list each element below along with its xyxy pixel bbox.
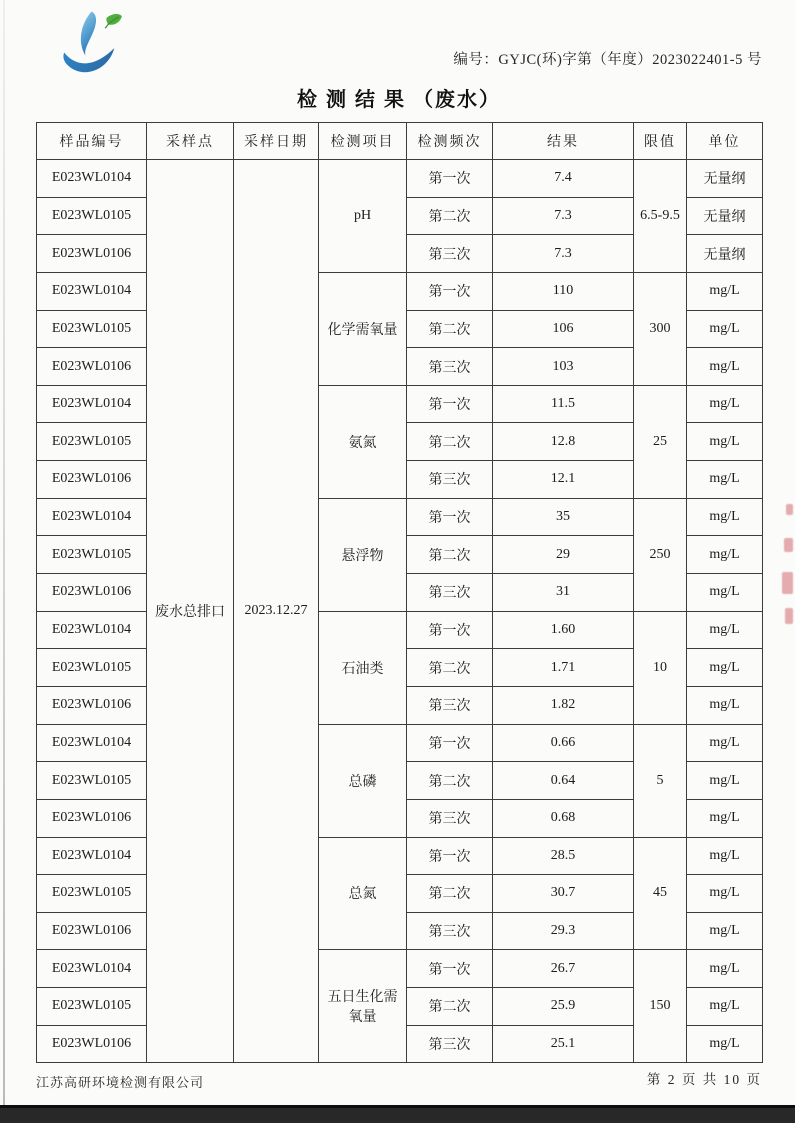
limit-cell: 45	[634, 837, 687, 950]
col-header-limit: 限值	[634, 123, 687, 160]
col-header-date: 采样日期	[234, 123, 319, 160]
result-cell: 103	[493, 348, 634, 386]
result-cell: 25.1	[493, 1025, 634, 1063]
frequency-cell: 第二次	[407, 762, 493, 800]
logo-petal	[81, 12, 96, 56]
sample-id-cell: E023WL0104	[37, 724, 147, 762]
unit-cell: mg/L	[687, 348, 763, 386]
result-cell: 12.1	[493, 461, 634, 499]
sample-id-cell: E023WL0105	[37, 536, 147, 574]
unit-cell: mg/L	[687, 799, 763, 837]
sample-id-cell: E023WL0105	[37, 875, 147, 913]
result-cell: 7.4	[493, 160, 634, 198]
unit-cell: mg/L	[687, 875, 763, 913]
unit-cell: mg/L	[687, 724, 763, 762]
sample-id-cell: E023WL0106	[37, 1025, 147, 1063]
frequency-cell: 第三次	[407, 912, 493, 950]
limit-cell: 10	[634, 611, 687, 724]
result-cell: 7.3	[493, 235, 634, 273]
frequency-cell: 第二次	[407, 310, 493, 348]
results-table-body	[37, 160, 763, 1063]
result-cell: 11.5	[493, 385, 634, 423]
limit-cell: 250	[634, 498, 687, 611]
frequency-cell: 第三次	[407, 574, 493, 612]
unit-cell: mg/L	[687, 762, 763, 800]
frequency-cell: 第二次	[407, 536, 493, 574]
frequency-cell: 第一次	[407, 498, 493, 536]
header-row	[37, 123, 763, 160]
col-header-result: 结果	[493, 123, 634, 160]
result-cell: 30.7	[493, 875, 634, 913]
result-cell: 29	[493, 536, 634, 574]
result-cell: 12.8	[493, 423, 634, 461]
red-stamp-edge-marks	[777, 498, 795, 648]
result-cell: 28.5	[493, 837, 634, 875]
test-item-cell: 石油类	[319, 611, 407, 724]
footer-page-number: 第 2 页 共 10 页	[646, 1072, 762, 1087]
frequency-cell: 第一次	[407, 724, 493, 762]
unit-cell: mg/L	[687, 498, 763, 536]
sample-id-cell: E023WL0104	[37, 160, 147, 198]
test-item-cell: 五日生化需氧量	[319, 950, 407, 1063]
unit-cell: mg/L	[687, 1025, 763, 1063]
test-item-cell: 化学需氧量	[319, 272, 407, 385]
unit-cell: mg/L	[687, 310, 763, 348]
unit-cell: mg/L	[687, 837, 763, 875]
sampling-point-cell: 废水总排口	[147, 160, 234, 1063]
document-number: 编号：GYJC(环)字第（年度）2023022401-5 号	[453, 52, 762, 68]
frequency-cell: 第三次	[407, 235, 493, 273]
frequency-cell: 第三次	[407, 1025, 493, 1063]
limit-cell: 300	[634, 272, 687, 385]
unit-cell: mg/L	[687, 574, 763, 612]
frequency-cell: 第二次	[407, 649, 493, 687]
sample-id-cell: E023WL0106	[37, 799, 147, 837]
result-cell: 1.71	[493, 649, 634, 687]
frequency-cell: 第二次	[407, 875, 493, 913]
company-logo-icon	[52, 8, 128, 88]
results-table-header	[37, 123, 763, 160]
sample-id-cell: E023WL0104	[37, 272, 147, 310]
col-header-sample-id: 样品编号	[37, 123, 147, 160]
table-row	[37, 837, 763, 875]
results-table	[36, 122, 763, 1063]
frequency-cell: 第二次	[407, 197, 493, 235]
frequency-cell: 第一次	[407, 611, 493, 649]
limit-cell: 6.5-9.5	[634, 160, 687, 273]
table-row	[37, 498, 763, 536]
unit-cell: mg/L	[687, 536, 763, 574]
sample-id-cell: E023WL0106	[37, 235, 147, 273]
col-header-item: 检测项目	[319, 123, 407, 160]
test-item-cell: 悬浮物	[319, 498, 407, 611]
unit-cell: mg/L	[687, 423, 763, 461]
sample-id-cell: E023WL0105	[37, 310, 147, 348]
sample-id-cell: E023WL0106	[37, 461, 147, 499]
result-cell: 26.7	[493, 950, 634, 988]
result-cell: 25.9	[493, 988, 634, 1026]
frequency-cell: 第一次	[407, 160, 493, 198]
table-row	[37, 272, 763, 310]
result-cell: 7.3	[493, 197, 634, 235]
unit-cell: mg/L	[687, 611, 763, 649]
unit-cell: mg/L	[687, 950, 763, 988]
sample-id-cell: E023WL0106	[37, 686, 147, 724]
unit-cell: mg/L	[687, 686, 763, 724]
table-row	[37, 160, 763, 198]
sample-id-cell: E023WL0104	[37, 611, 147, 649]
table-row	[37, 611, 763, 649]
frequency-cell: 第三次	[407, 799, 493, 837]
col-header-frequency: 检测频次	[407, 123, 493, 160]
test-item-cell: 总磷	[319, 724, 407, 837]
unit-cell: 无量纲	[687, 197, 763, 235]
result-cell: 31	[493, 574, 634, 612]
scan-bottom-band	[0, 1105, 795, 1123]
result-cell: 35	[493, 498, 634, 536]
unit-cell: 无量纲	[687, 160, 763, 198]
col-header-unit: 单位	[687, 123, 763, 160]
limit-cell: 150	[634, 950, 687, 1063]
limit-cell: 5	[634, 724, 687, 837]
unit-cell: mg/L	[687, 649, 763, 687]
result-cell: 0.68	[493, 799, 634, 837]
unit-cell: mg/L	[687, 461, 763, 499]
test-item-cell: pH	[319, 160, 407, 273]
result-cell: 0.64	[493, 762, 634, 800]
result-cell: 106	[493, 310, 634, 348]
page-title: 检 测 结 果 （废水）	[297, 89, 501, 111]
result-cell: 1.60	[493, 611, 634, 649]
frequency-cell: 第一次	[407, 385, 493, 423]
frequency-cell: 第三次	[407, 348, 493, 386]
sample-id-cell: E023WL0104	[37, 385, 147, 423]
limit-cell: 25	[634, 385, 687, 498]
sample-id-cell: E023WL0105	[37, 197, 147, 235]
frequency-cell: 第三次	[407, 686, 493, 724]
result-cell: 29.3	[493, 912, 634, 950]
frequency-cell: 第一次	[407, 272, 493, 310]
unit-cell: mg/L	[687, 912, 763, 950]
test-item-cell: 氨氮	[319, 385, 407, 498]
sample-id-cell: E023WL0106	[37, 574, 147, 612]
sample-id-cell: E023WL0106	[37, 912, 147, 950]
sample-id-cell: E023WL0105	[37, 423, 147, 461]
sampling-date-cell: 2023.12.27	[234, 160, 319, 1063]
unit-cell: mg/L	[687, 988, 763, 1026]
table-row	[37, 724, 763, 762]
sample-id-cell: E023WL0105	[37, 762, 147, 800]
sample-id-cell: E023WL0105	[37, 649, 147, 687]
logo-swoosh	[63, 48, 114, 72]
result-cell: 110	[493, 272, 634, 310]
col-header-site: 采样点	[147, 123, 234, 160]
result-cell: 0.66	[493, 724, 634, 762]
frequency-cell: 第三次	[407, 461, 493, 499]
sample-id-cell: E023WL0105	[37, 988, 147, 1026]
table-row	[37, 385, 763, 423]
sample-id-cell: E023WL0104	[37, 950, 147, 988]
unit-cell: mg/L	[687, 272, 763, 310]
frequency-cell: 第一次	[407, 837, 493, 875]
frequency-cell: 第二次	[407, 423, 493, 461]
result-cell: 1.82	[493, 686, 634, 724]
unit-cell: mg/L	[687, 385, 763, 423]
table-row	[37, 950, 763, 988]
frequency-cell: 第二次	[407, 988, 493, 1026]
footer-company-name: 江苏高研环境检测有限公司	[36, 1075, 205, 1090]
sample-id-cell: E023WL0106	[37, 348, 147, 386]
sample-id-cell: E023WL0104	[37, 837, 147, 875]
frequency-cell: 第一次	[407, 950, 493, 988]
sample-id-cell: E023WL0104	[37, 498, 147, 536]
scan-edge-shadow	[3, 0, 5, 1107]
unit-cell: 无量纲	[687, 235, 763, 273]
test-item-cell: 总氮	[319, 837, 407, 950]
